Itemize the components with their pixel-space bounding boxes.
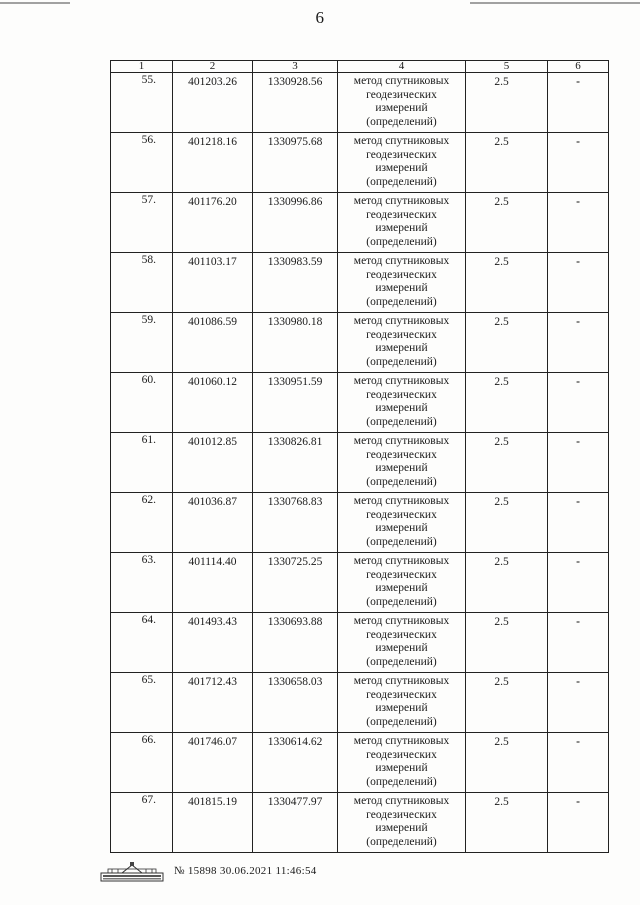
method-cell: [338, 793, 466, 853]
method-cell: [338, 193, 466, 253]
method-text: геодезических: [366, 88, 437, 101]
table-row: [111, 133, 609, 193]
accuracy-value: 2.5: [466, 673, 548, 733]
method-text: (определений): [366, 655, 437, 668]
point-number: 59.: [111, 313, 173, 373]
note-value: -: [548, 133, 609, 193]
method-text: измерений: [375, 522, 428, 534]
page-number: 6: [315, 8, 325, 27]
method-text: измерений: [375, 402, 428, 414]
method-text: измерений: [375, 162, 428, 174]
note-value: -: [548, 673, 609, 733]
method-text: (определений): [366, 775, 437, 788]
method-cell: [338, 493, 466, 553]
method-text: геодезических: [366, 568, 437, 581]
method-text: измерений: [375, 582, 428, 594]
coordinate-x: 401815.19: [173, 793, 253, 853]
method-text: измерений: [375, 222, 428, 234]
method-text: метод спутниковых: [353, 75, 450, 87]
building-stamp-icon: [100, 860, 164, 882]
column-header: 3: [253, 61, 338, 73]
note-value: -: [548, 793, 609, 853]
registration-footer: [100, 860, 317, 882]
method-text: (определений): [366, 235, 437, 248]
method-text: метод спутниковых: [353, 135, 450, 147]
point-number: 57.: [111, 193, 173, 253]
table-row: [111, 193, 609, 253]
method-cell: [338, 313, 466, 373]
method-text: геодезических: [366, 808, 437, 821]
coordinate-y: 1330768.83: [253, 493, 338, 553]
method-text: метод спутниковых: [353, 435, 450, 447]
accuracy-value: 2.5: [466, 133, 548, 193]
table-row: [111, 553, 609, 613]
method-text: метод спутниковых: [353, 675, 450, 687]
coordinate-y: 1330983.59: [253, 253, 338, 313]
method-text: метод спутниковых: [353, 615, 450, 627]
method-cell: [338, 553, 466, 613]
coordinate-x: 401712.43: [173, 673, 253, 733]
method-text: метод спутниковых: [353, 795, 450, 807]
point-number: 66.: [111, 733, 173, 793]
method-cell: [338, 133, 466, 193]
method-text: геодезических: [366, 328, 437, 341]
method-text: измерений: [375, 342, 428, 354]
table-row: [111, 733, 609, 793]
coordinate-x: 401086.59: [173, 313, 253, 373]
method-text: (определений): [366, 715, 437, 728]
point-number: 67.: [111, 793, 173, 853]
method-cell: [338, 73, 466, 133]
scan-artifact: [0, 2, 70, 4]
coordinate-y: 1330693.88: [253, 613, 338, 673]
method-text: геодезических: [366, 748, 437, 761]
point-number: 60.: [111, 373, 173, 433]
coordinate-x: 401103.17: [173, 253, 253, 313]
note-value: -: [548, 613, 609, 673]
column-header: 4: [338, 61, 466, 73]
note-value: -: [548, 433, 609, 493]
note-value: -: [548, 313, 609, 373]
note-value: -: [548, 253, 609, 313]
method-text: измерений: [375, 762, 428, 774]
registration-number: № 15898 30.06.2021 11:46:54: [174, 865, 317, 877]
accuracy-value: 2.5: [466, 613, 548, 673]
coordinate-y: 1330658.03: [253, 673, 338, 733]
method-text: геодезических: [366, 448, 437, 461]
method-text: (определений): [366, 535, 437, 548]
method-text: метод спутниковых: [353, 315, 450, 327]
column-header: 5: [466, 61, 548, 73]
method-text: (определений): [366, 115, 437, 128]
coordinate-x: 401114.40: [173, 553, 253, 613]
method-text: (определений): [366, 175, 437, 188]
coordinate-y: 1330980.18: [253, 313, 338, 373]
coordinate-y: 1330826.81: [253, 433, 338, 493]
coordinate-x: 401493.43: [173, 613, 253, 673]
table-row: [111, 613, 609, 673]
method-text: измерений: [375, 462, 428, 474]
method-text: измерений: [375, 102, 428, 114]
table-row: [111, 673, 609, 733]
method-cell: [338, 733, 466, 793]
note-value: -: [548, 553, 609, 613]
method-text: геодезических: [366, 268, 437, 281]
note-value: -: [548, 493, 609, 553]
method-cell: [338, 613, 466, 673]
accuracy-value: 2.5: [466, 733, 548, 793]
scan-artifact: [470, 2, 640, 4]
method-cell: [338, 253, 466, 313]
coordinate-x: 401176.20: [173, 193, 253, 253]
method-cell: [338, 433, 466, 493]
coordinate-x: 401203.26: [173, 73, 253, 133]
column-header: 6: [548, 61, 609, 73]
method-text: метод спутниковых: [353, 495, 450, 507]
table-header-row: [111, 61, 609, 73]
table-row: [111, 73, 609, 133]
method-text: (определений): [366, 835, 437, 848]
method-text: (определений): [366, 355, 437, 368]
accuracy-value: 2.5: [466, 553, 548, 613]
table-row: [111, 493, 609, 553]
method-text: геодезических: [366, 508, 437, 521]
coordinate-y: 1330614.62: [253, 733, 338, 793]
method-cell: [338, 673, 466, 733]
table-row: [111, 433, 609, 493]
method-text: геодезических: [366, 628, 437, 641]
coordinate-y: 1330928.56: [253, 73, 338, 133]
point-number: 58.: [111, 253, 173, 313]
coordinates-table: [110, 60, 609, 853]
coordinate-x: 401746.07: [173, 733, 253, 793]
column-header: 1: [111, 61, 173, 73]
method-cell: [338, 373, 466, 433]
method-text: геодезических: [366, 688, 437, 701]
method-text: измерений: [375, 822, 428, 834]
method-text: метод спутниковых: [353, 255, 450, 267]
point-number: 62.: [111, 493, 173, 553]
method-text: геодезических: [366, 388, 437, 401]
accuracy-value: 2.5: [466, 493, 548, 553]
point-number: 64.: [111, 613, 173, 673]
coordinate-x: 401060.12: [173, 373, 253, 433]
accuracy-value: 2.5: [466, 253, 548, 313]
method-text: метод спутниковых: [353, 375, 450, 387]
point-number: 63.: [111, 553, 173, 613]
table-row: [111, 313, 609, 373]
method-text: измерений: [375, 642, 428, 654]
method-text: геодезических: [366, 208, 437, 221]
table-row: [111, 793, 609, 853]
method-text: геодезических: [366, 148, 437, 161]
coordinate-x: 401036.87: [173, 493, 253, 553]
note-value: -: [548, 193, 609, 253]
method-text: метод спутниковых: [353, 735, 450, 747]
coordinate-y: 1330951.59: [253, 373, 338, 433]
coordinate-x: 401012.85: [173, 433, 253, 493]
accuracy-value: 2.5: [466, 313, 548, 373]
point-number: 65.: [111, 673, 173, 733]
accuracy-value: 2.5: [466, 793, 548, 853]
coordinate-y: 1330975.68: [253, 133, 338, 193]
method-text: (определений): [366, 295, 437, 308]
point-number: 55.: [111, 73, 173, 133]
accuracy-value: 2.5: [466, 73, 548, 133]
method-text: измерений: [375, 702, 428, 714]
accuracy-value: 2.5: [466, 373, 548, 433]
coordinate-y: 1330996.86: [253, 193, 338, 253]
coordinate-y: 1330725.25: [253, 553, 338, 613]
method-text: измерений: [375, 282, 428, 294]
accuracy-value: 2.5: [466, 193, 548, 253]
point-number: 61.: [111, 433, 173, 493]
coordinate-y: 1330477.97: [253, 793, 338, 853]
method-text: (определений): [366, 595, 437, 608]
table-body: [111, 73, 609, 853]
note-value: -: [548, 73, 609, 133]
column-header: 2: [173, 61, 253, 73]
table-row: [111, 373, 609, 433]
note-value: -: [548, 373, 609, 433]
coordinate-x: 401218.16: [173, 133, 253, 193]
method-text: (определений): [366, 475, 437, 488]
method-text: метод спутниковых: [353, 195, 450, 207]
method-text: метод спутниковых: [353, 555, 450, 567]
note-value: -: [548, 733, 609, 793]
accuracy-value: 2.5: [466, 433, 548, 493]
point-number: 56.: [111, 133, 173, 193]
method-text: (определений): [366, 415, 437, 428]
table-row: [111, 253, 609, 313]
